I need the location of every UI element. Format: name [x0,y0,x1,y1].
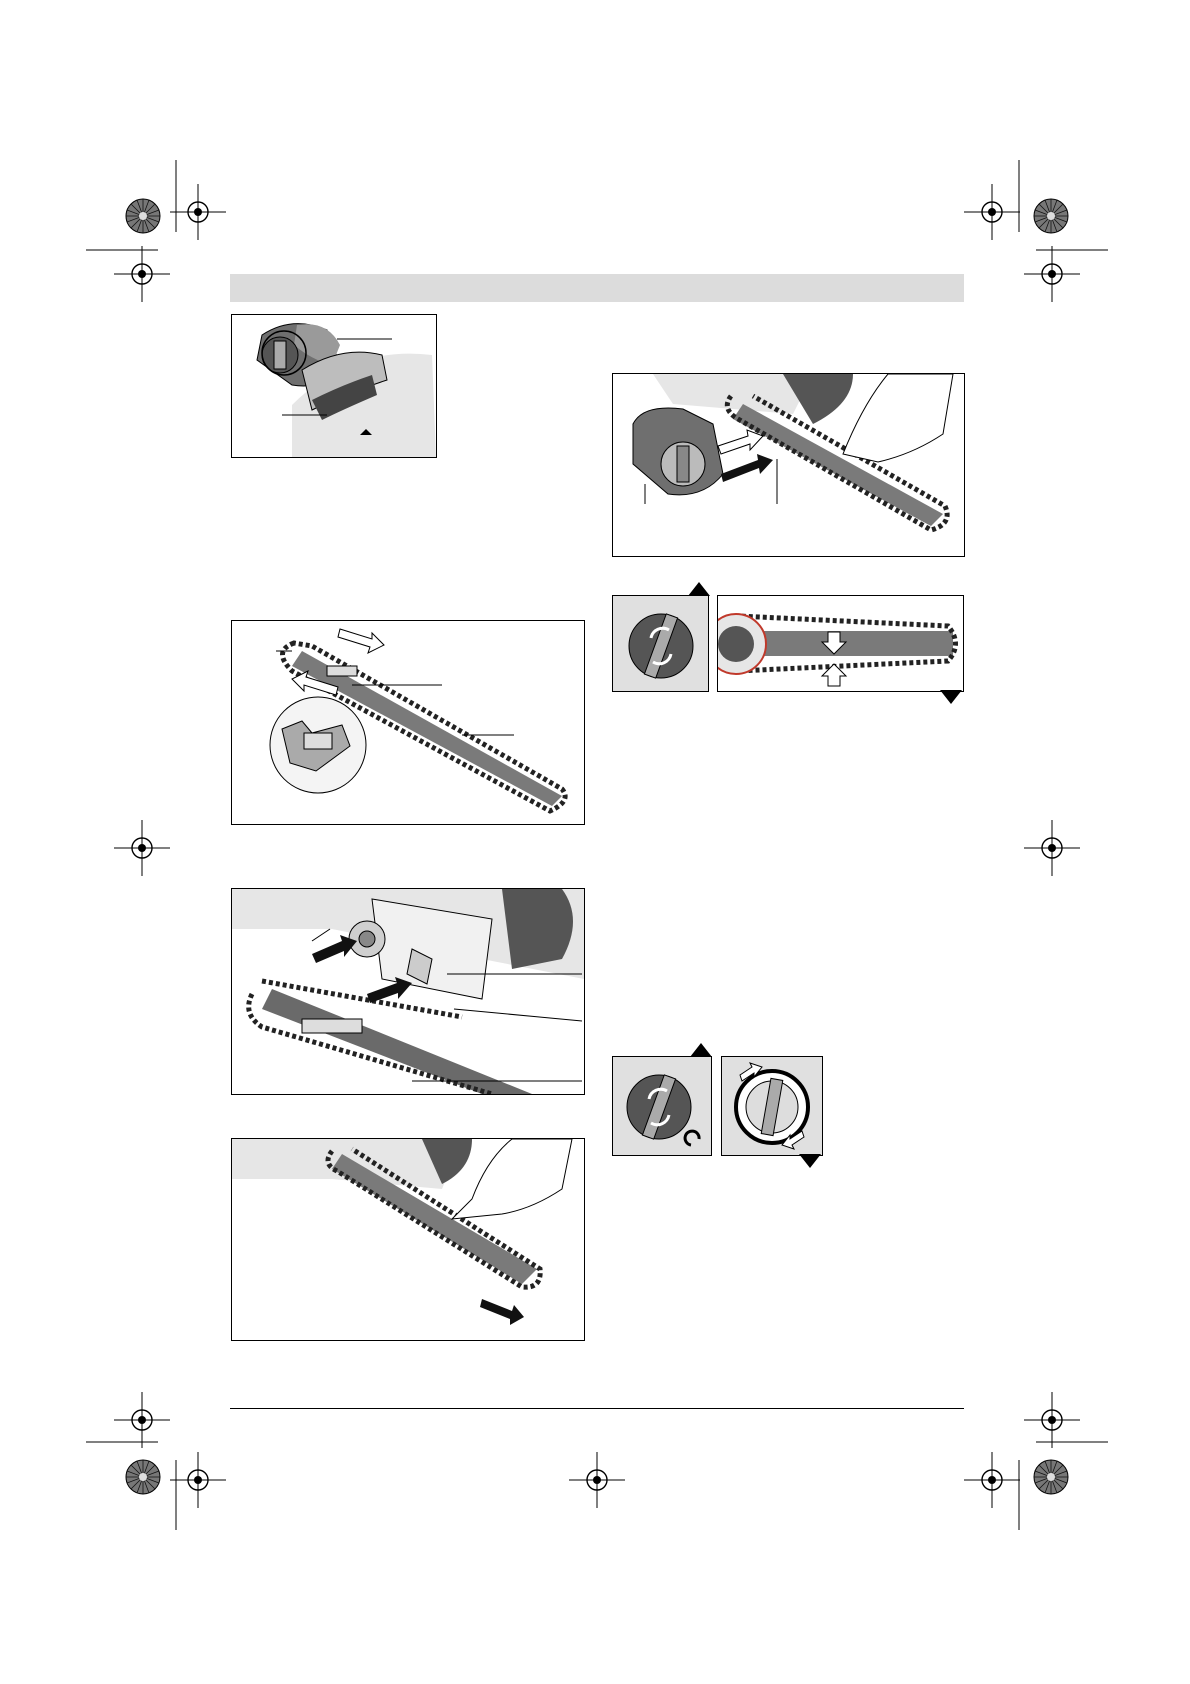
figure-knob-tighten-left [612,1056,712,1156]
figure-tension-chain [231,1138,585,1341]
figure-chain-tension-view [717,595,964,692]
figure-cover-closeup [231,314,437,458]
figure-chain-on-bar [231,620,585,825]
triangle-corner-icon [940,690,962,704]
footer-rule [230,1408,964,1409]
figure-attach-cover [612,373,965,557]
figure-knob-small [612,595,709,692]
figure-knob-tighten-right [721,1056,823,1156]
triangle-corner-icon [690,1043,712,1057]
triangle-corner-icon [799,1154,821,1168]
triangle-corner-icon [688,582,710,596]
figure-mount-bar [231,888,585,1095]
